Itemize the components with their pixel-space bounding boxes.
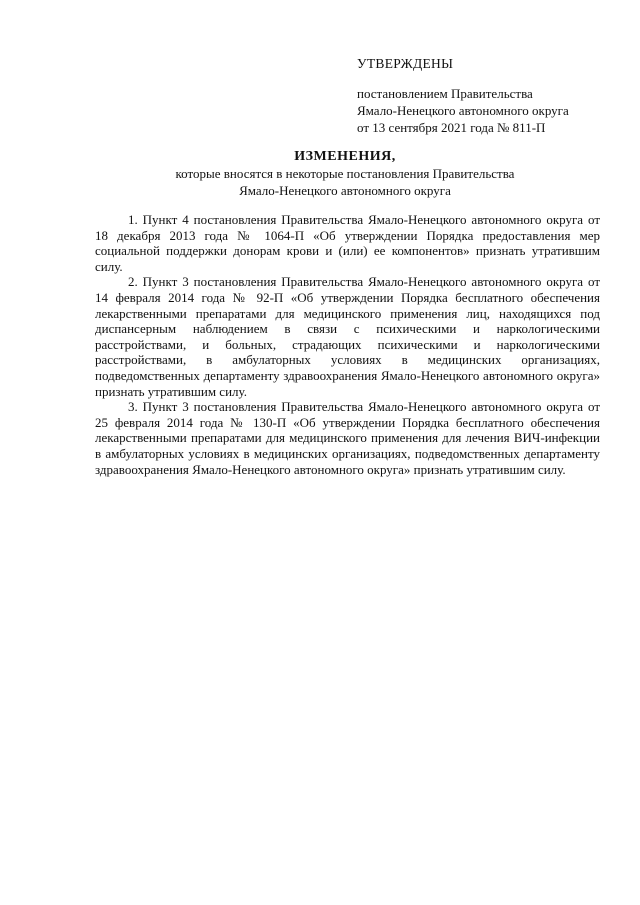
document-subtitle-line: которые вносятся в некоторые постановления Правительства [175,166,515,181]
approval-block [357,55,569,136]
document-subtitle-line: Ямало-Ненецкого автономного округа [239,183,451,198]
approval-line: постановлением Правительства [357,86,533,101]
item-paragraph-3: 3. Пункт 3 постановления Правительства Ямало-Ненецкого автономного округа от 25 февраля 2014 года № 130-П «Об утверждении Порядка бесплатного обеспечения лекарственными препаратами для медицинского применения для лечения ВИЧ-инфекции в амбулаторных условиях в медицинских организациях, подведомственных департаменту здравоохранения Ямало-Ненецкого автономного округа» признать утратившим силу. [95,399,600,477]
item-paragraph-1: 1. Пункт 4 постановления Правительства Ямало-Ненецкого автономного округа от 18 декабря 2013 года № 1064-П «Об утверждении Порядка предоставления мер социальной поддержки донорам крови и (или) ее компонентов» признать утратившим силу. [95,212,600,274]
document-body [95,212,600,477]
document-title: ИЗМЕНЕНИЯ, [294,149,396,164]
document-title-block [95,148,595,199]
approval-heading: УТВЕРЖДЕНЫ [357,56,454,71]
approval-line: от 13 сентября 2021 года № 811-П [357,120,546,135]
item-paragraph-2: 2. Пункт 3 постановления Правительства Ямало-Ненецкого автономного округа от 14 февраля 2014 года № 92-П «Об утверждении Порядка бесплатного обеспечения лекарственными препаратами для медицинского применения лиц, находящихся под диспансерным наблюдением в связи с психическими и наркологическими расстройствами, и больных, страдающих психическими и наркологическими расстройствами, в амбулаторных условиях в медицинских организациях, подведомственных департаменту здравоохранения Ямало-Ненецкого автономного округа» признать утратившим силу. [95,274,600,399]
approval-line: Ямало-Ненецкого автономного округа [357,103,569,118]
